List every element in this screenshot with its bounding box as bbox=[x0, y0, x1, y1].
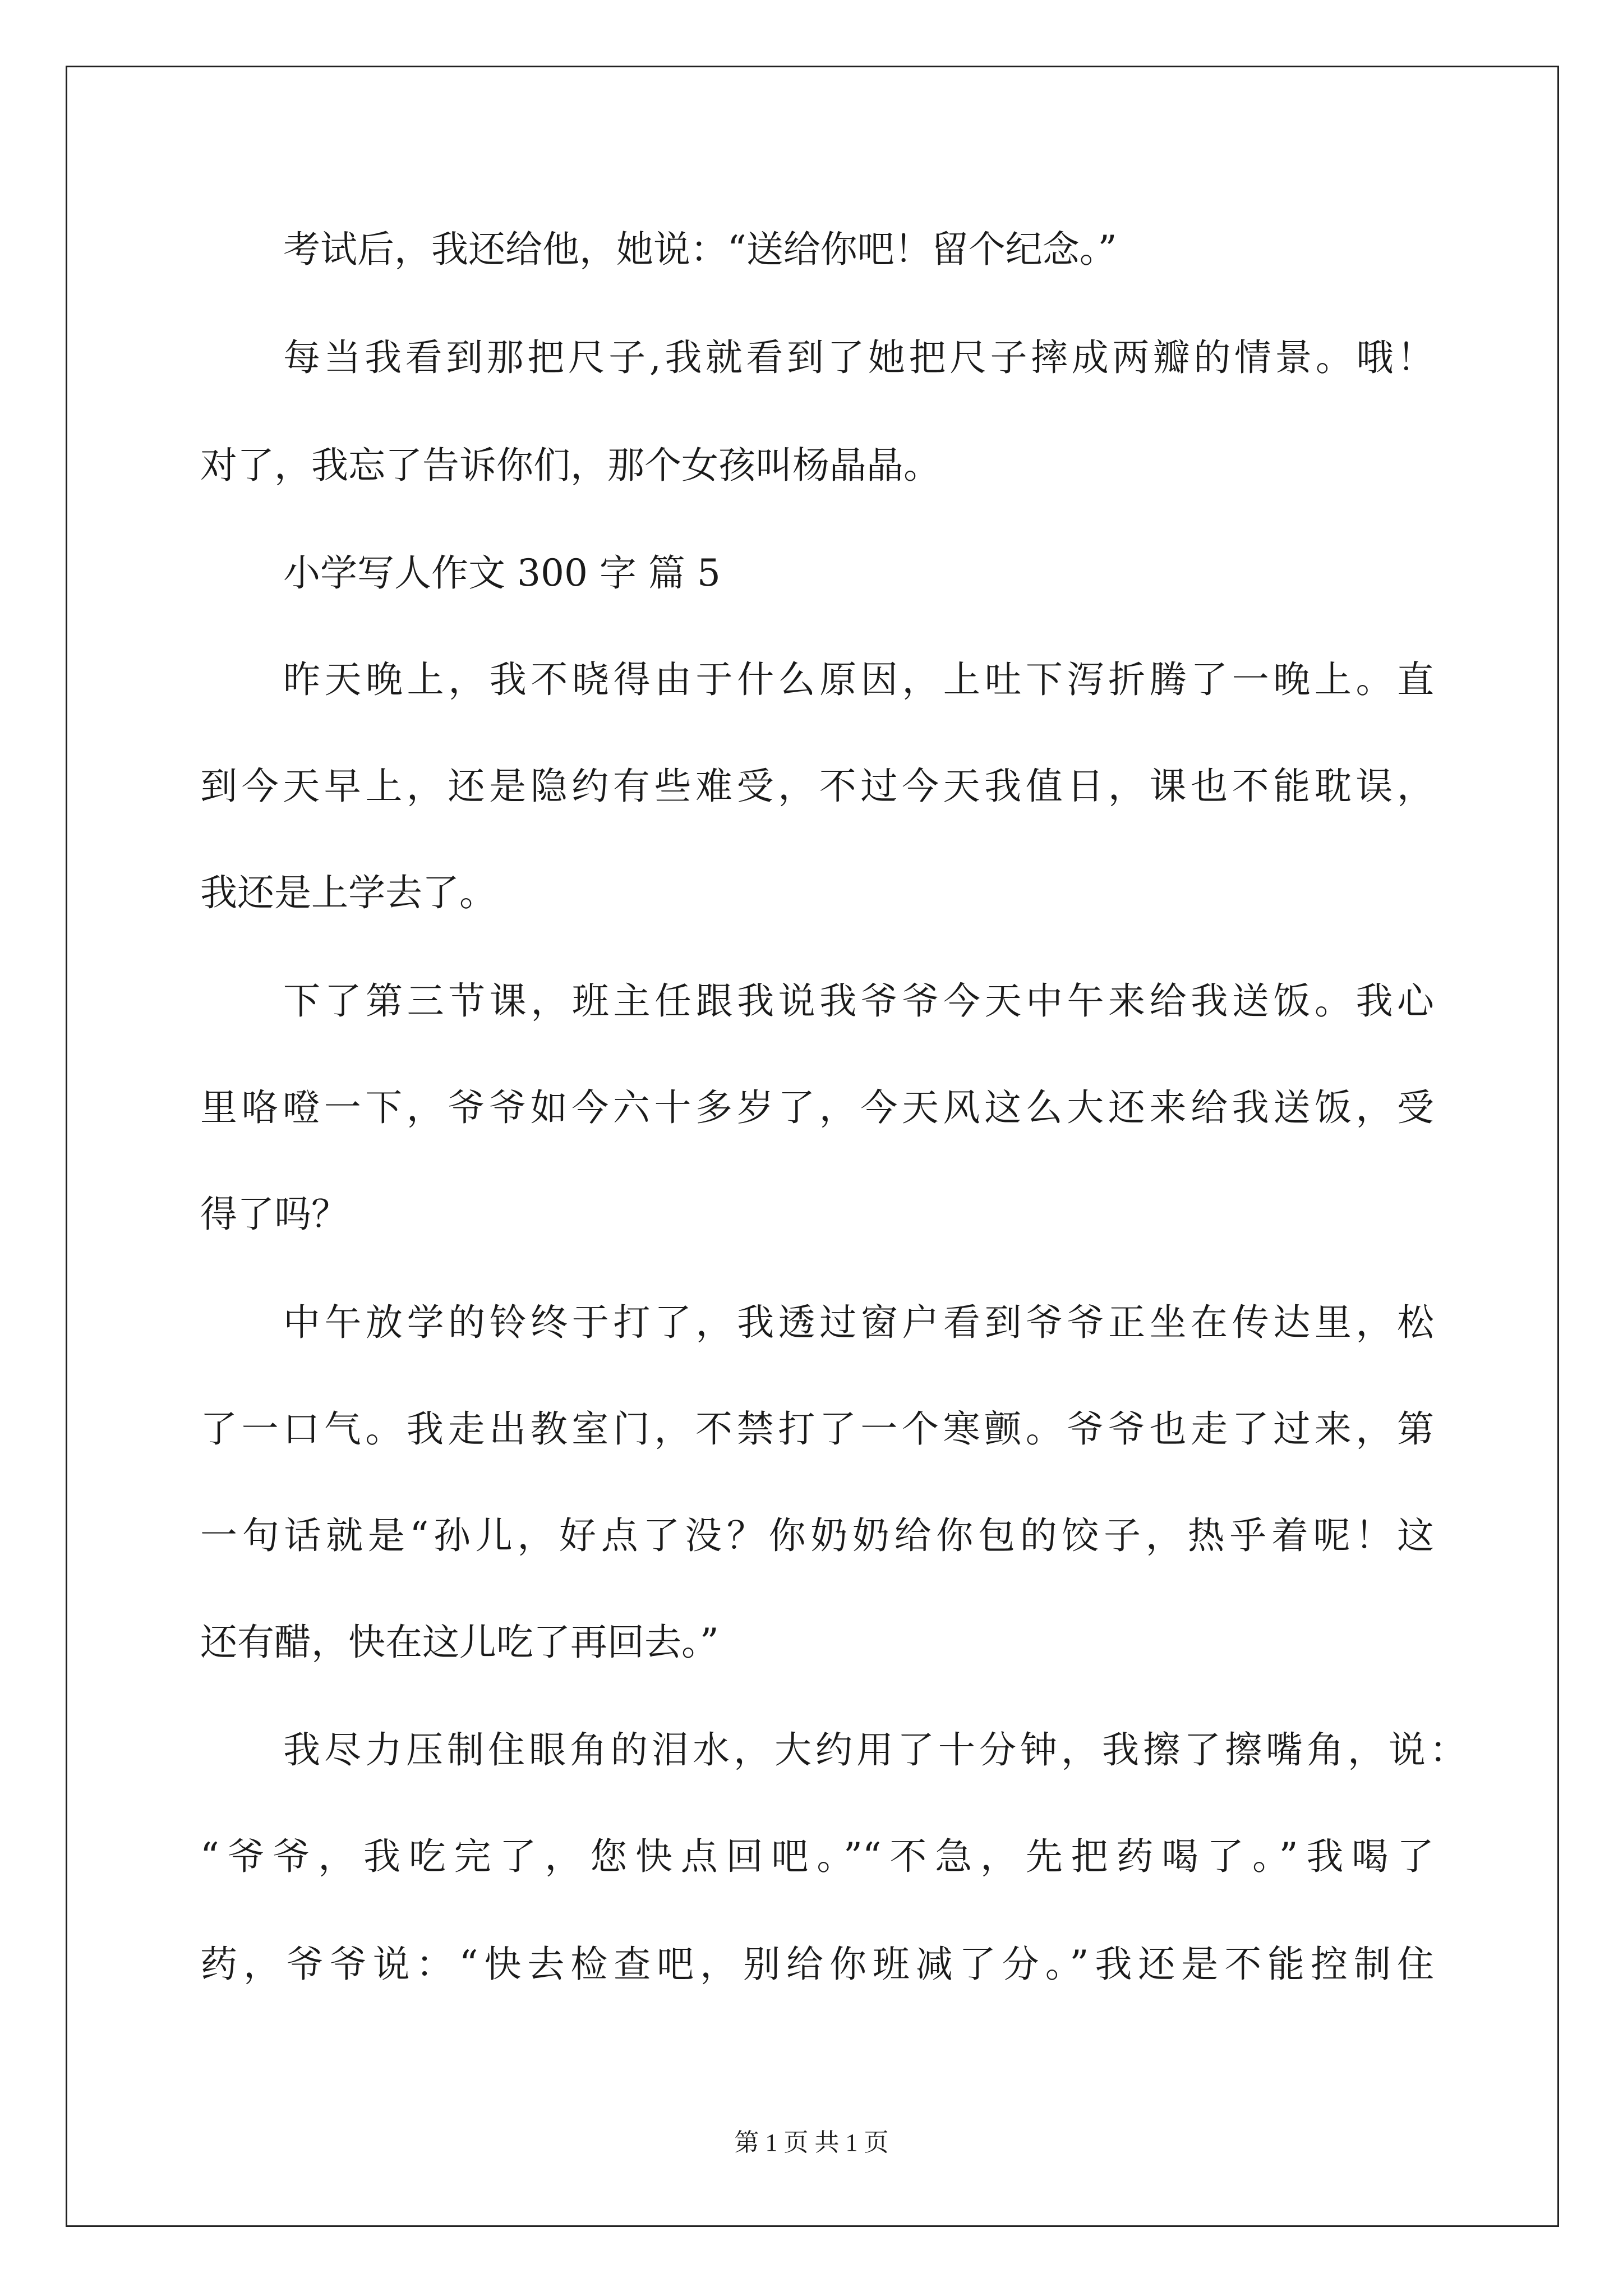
section-heading: 小学写人作文 300 字 篇 5 bbox=[283, 551, 721, 595]
paragraph-line: 下了第三节课，班主任跟我说我爷爷今天中午来给我送饭。我心 bbox=[283, 979, 1434, 1023]
paragraph-line: 一句话就是“孙儿，好点了没？你奶奶给你包的饺子，热乎着呢！这 bbox=[200, 1514, 1434, 1557]
paragraph-line: “爷爷，我吃完了，您快点回吧。”“不急，先把药喝了。”我喝了 bbox=[200, 1835, 1434, 1878]
paragraph-line: 到今天早上，还是隐约有些难受，不过今天我值日，课也不能耽误， bbox=[200, 765, 1434, 808]
paragraph-line: 昨天晚上，我不晓得由于什么原因，上吐下泻折腾了一晚上。直 bbox=[283, 658, 1434, 701]
paragraph-line: 我还是上学去了。 bbox=[200, 871, 496, 914]
paragraph-line: 得了吗？ bbox=[200, 1193, 348, 1236]
page-border bbox=[66, 66, 1559, 2227]
paragraph-line: 还有醋，快在这儿吃了再回去。” bbox=[200, 1621, 719, 1664]
paragraph-line: 考试后，我还给他，她说：“送给你吧！留个纪念。” bbox=[283, 228, 1117, 271]
paragraph-line: 对了，我忘了告诉你们，那个女孩叫杨晶晶。 bbox=[200, 444, 940, 487]
paragraph-line: 了一口气。我走出教室门，不禁打了一个寒颤。爷爷也走了过来，第 bbox=[200, 1407, 1434, 1451]
paragraph-line: 每当我看到那把尺子,我就看到了她把尺子摔成两瓣的情景。哦！ bbox=[283, 336, 1434, 379]
paragraph-line: 药，爷爷说：“快去检查吧，别给你班减了分。”我还是不能控制住 bbox=[200, 1943, 1434, 1986]
paragraph-line: 中午放学的铃终于打了，我透过窗户看到爷爷正坐在传达里，松 bbox=[283, 1301, 1434, 1344]
paragraph-line: 我尽力压制住眼角的泪水，大约用了十分钟，我擦了擦嘴角，说： bbox=[283, 1728, 1467, 1772]
paragraph-line: 里咯噔一下，爷爷如今六十多岁了，今天风这么大还来给我送饭，受 bbox=[200, 1086, 1434, 1129]
page-number-footer: 第 1 页 共 1 页 bbox=[734, 2129, 889, 2156]
